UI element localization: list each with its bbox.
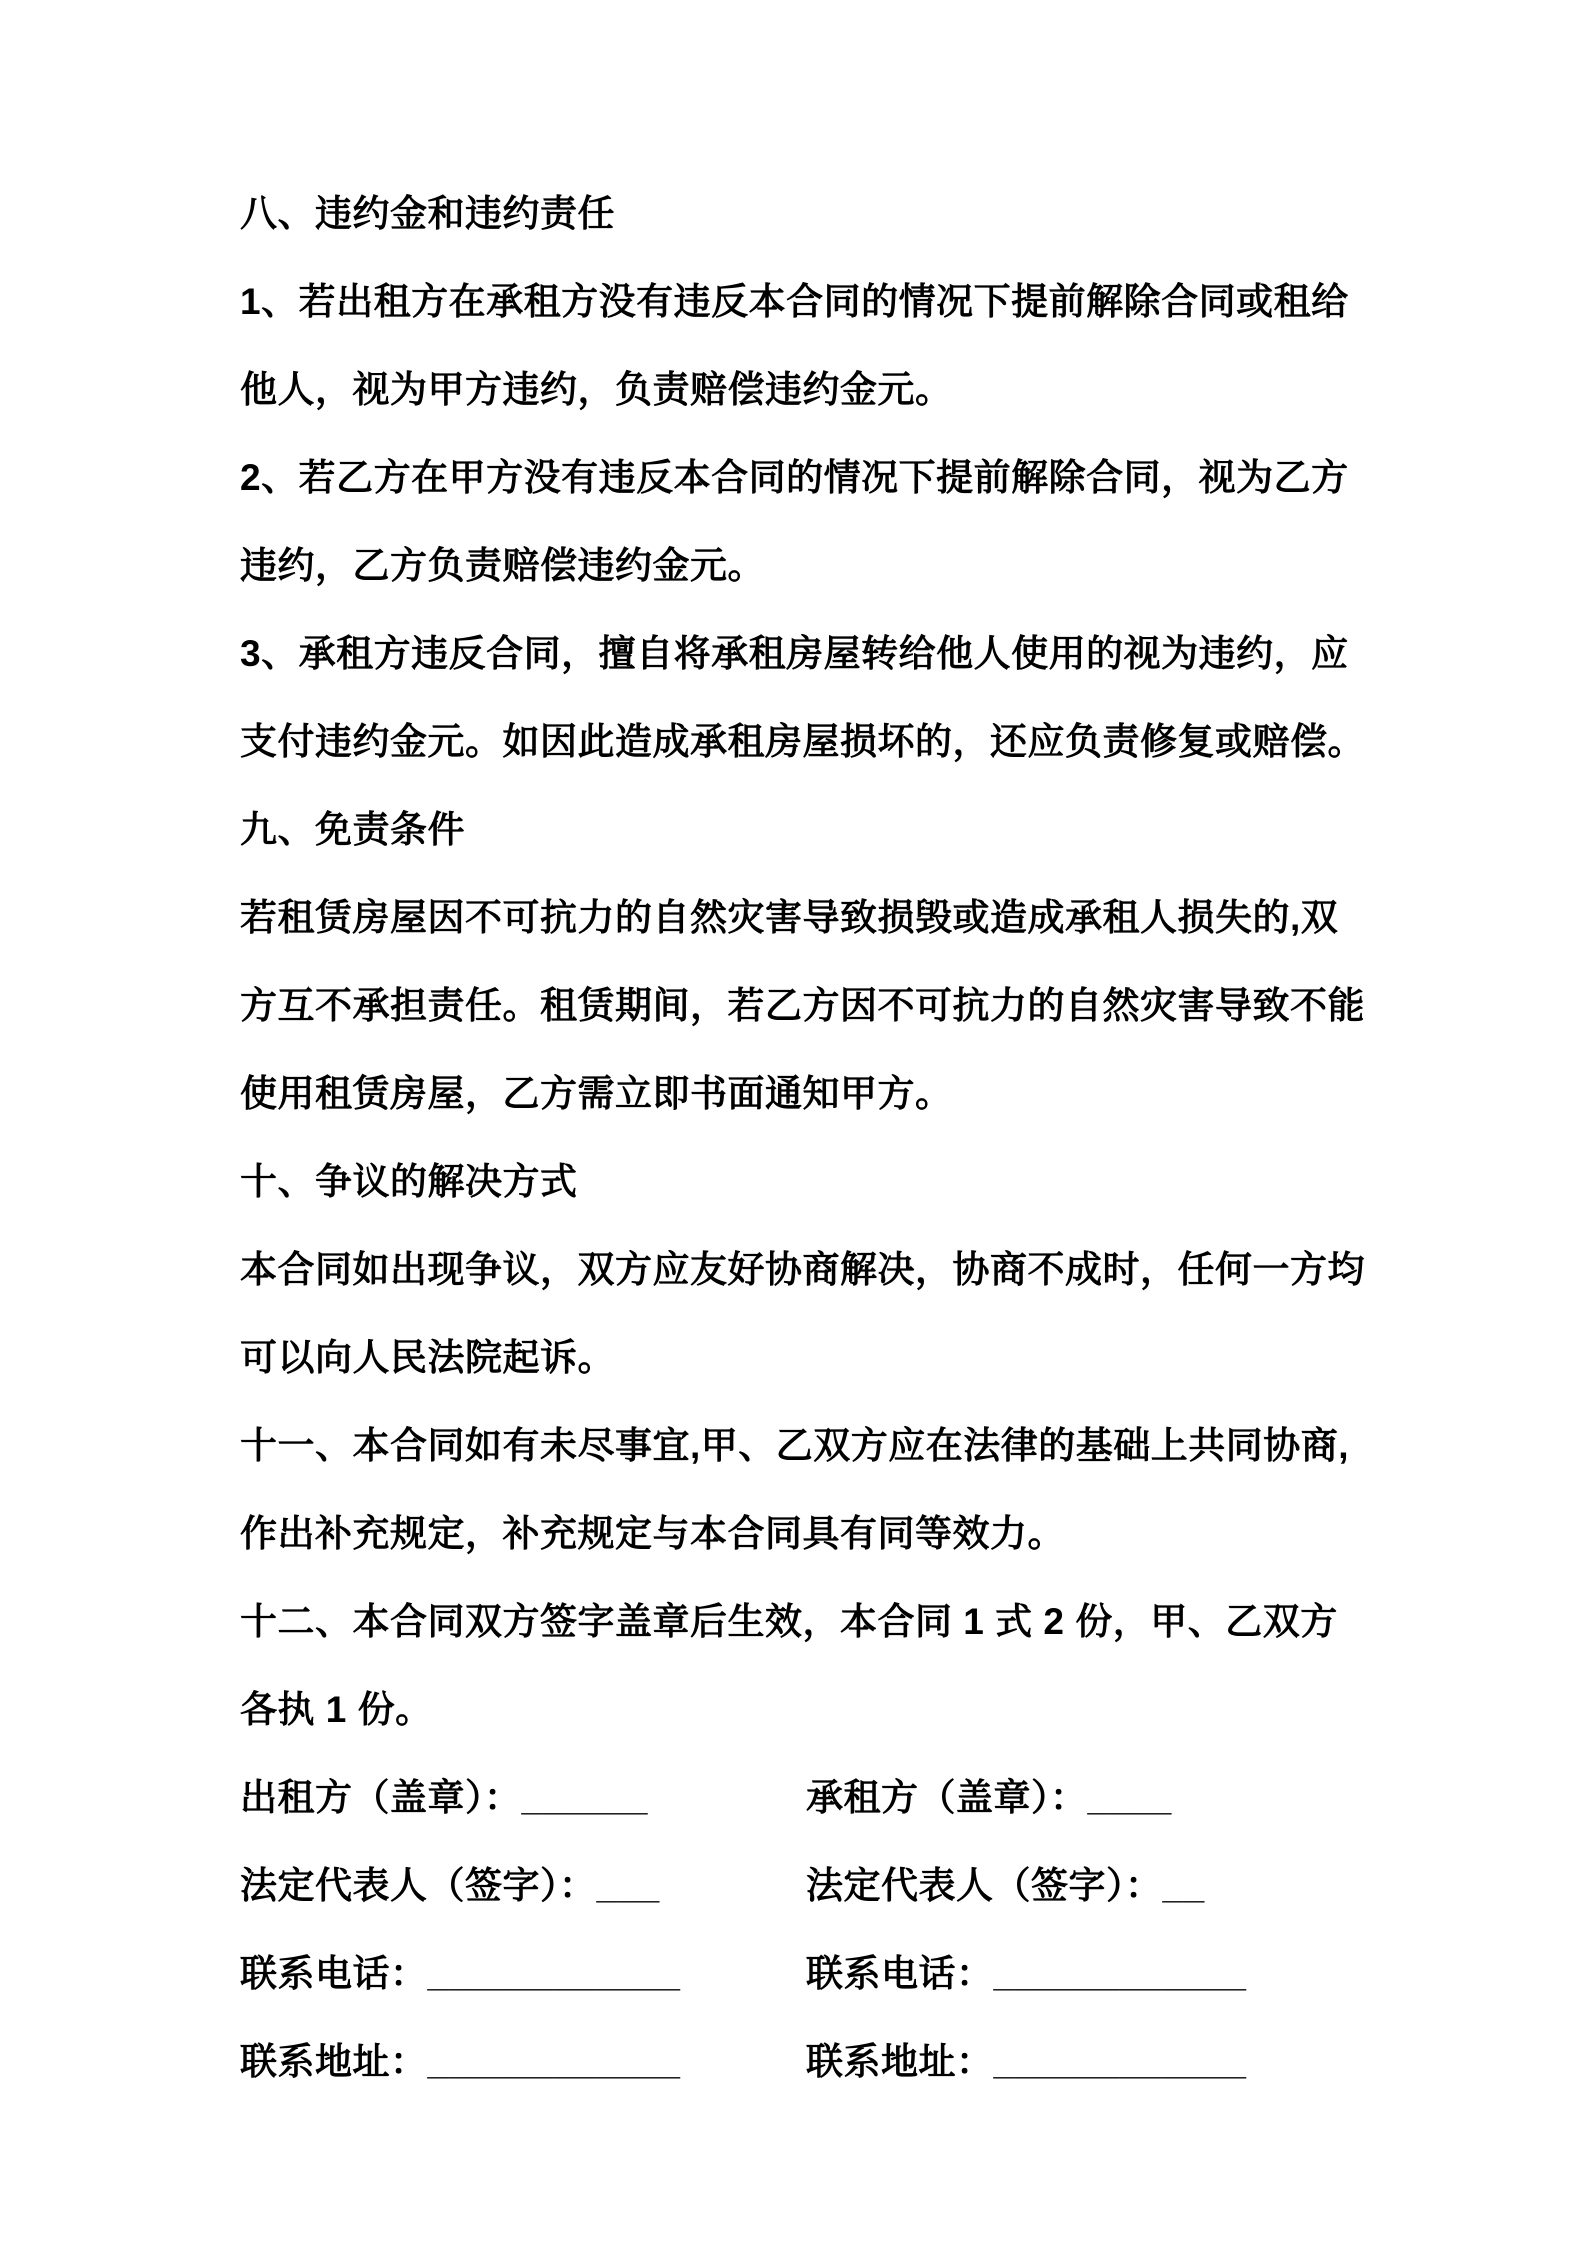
signature-field-lessee: 法定代表人（签字）：__ [806,1865,1205,1906]
signature-row [240,1750,1360,1838]
text-line: 若租赁房屋因不可抗力的自然灾害导致损毁或造成承租人损失的,双 [240,897,1339,938]
contract-page [240,166,1365,2102]
text-line: 支付违约金元。如因此造成承租房屋损坏的，还应负责修复或赔偿。 [240,721,1365,762]
text-line: 十、争议的解决方式 [240,1161,578,1202]
text-line: 八、违约金和违约责任 [240,193,615,234]
signature-field-lessor: 出租方（盖章）：______ [240,1777,648,1818]
signature-field-lessee: 联系地址：____________ [806,2041,1247,2082]
text-line: 可以向人民法院起诉。 [240,1337,615,1378]
signature-section [240,1750,1360,2102]
text-line: 1、若出租方在承租方没有违反本合同的情况下提前解除合同或租给 [240,281,1349,322]
text-line: 十一、本合同如有未尽事宜,甲、乙双方应在法律的基础上共同协商, [240,1425,1350,1466]
text-line: 九、免责条件 [240,809,465,850]
text-line: 2、若乙方在甲方没有违反本合同的情况下提前解除合同，视为乙方 [240,457,1349,498]
signature-field-lessor: 法定代表人（签字）：___ [240,1865,660,1906]
signature-field-lessor: 联系地址：____________ [240,2041,681,2082]
text-line: 方互不承担责任。租赁期间，若乙方因不可抗力的自然灾害导致不能 [240,985,1365,1026]
text-line: 本合同如出现争议，双方应友好协商解决，协商不成时，任何一方均 [240,1249,1365,1290]
text-line: 他人，视为甲方违约，负责赔偿违约金元。 [240,369,953,410]
signature-field-lessor: 联系电话：____________ [240,1953,681,1994]
signature-row [240,1926,1360,2014]
text-line: 违约，乙方负责赔偿违约金元。 [240,545,765,586]
signature-field-lessee: 联系电话：____________ [806,1953,1247,1994]
text-line: 各执 1 份。 [240,1689,433,1730]
text-line: 3、承租方违反合同，擅自将承租房屋转给他人使用的视为违约，应 [240,633,1349,674]
document-body [240,166,1365,1750]
signature-row [240,2014,1360,2102]
text-line: 作出补充规定，补充规定与本合同具有同等效力。 [240,1513,1065,1554]
signature-row [240,1838,1360,1926]
signature-field-lessee: 承租方（盖章）：____ [806,1777,1172,1818]
text-line: 使用租赁房屋，乙方需立即书面通知甲方。 [240,1073,953,1114]
text-line: 十二、本合同双方签字盖章后生效，本合同 1 式 2 份，甲、乙双方 [240,1601,1338,1642]
